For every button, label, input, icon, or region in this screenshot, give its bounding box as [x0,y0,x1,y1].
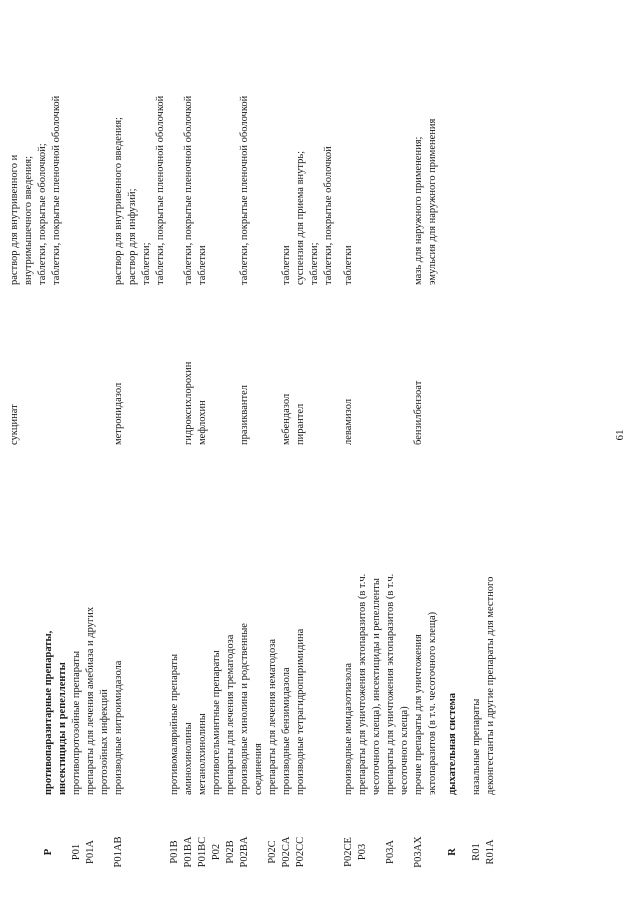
drug-name [294,305,308,445]
page-number: 61 [614,429,626,441]
group-name [196,465,210,795]
dosage-forms-line: таблетки [197,245,208,285]
group-name [356,465,384,795]
group-name-line: препараты для лечения трематодоза [225,634,236,795]
group-name-line: противомалярийные препараты [169,653,180,795]
dosage-forms-line: таблетки; [141,242,152,285]
group-name-line: соединения [253,743,264,795]
group-name-line: производные нитроимидазола [113,660,124,795]
group-name-line: прочие препараты для уничтожения [413,634,424,795]
dosage-forms [342,5,356,285]
dosage-forms-line: таблетки; [309,242,320,285]
atc-code: P02C [267,840,278,864]
group-name-line: препараты для лечения нематодоза [267,638,278,795]
group-name [112,465,126,795]
atc-code: P01BA [183,836,194,868]
group-name-line: противогельминтные препараты [211,650,222,795]
atc-code: P02 [211,843,222,861]
atc-code: P02BA [239,836,250,868]
group-name-line: препараты для уничтожения эктопаразитов (в т.ч. [357,573,368,795]
dosage-forms-line: таблетки, покрытые оболочкой; [37,143,48,285]
atc-code: P02CA [281,836,292,868]
group-name-line: дыхательная система [447,693,458,795]
drug-name [412,305,426,445]
atc-code: R01 [471,843,482,861]
group-name-line: производные хинолина и родственные [239,623,250,795]
dosage-forms-line: раствор для инфузий; [127,188,138,285]
group-name [470,465,484,795]
drug-name-line: бензилбензоат [413,380,424,445]
drug-name-line: празиквантел [239,385,250,445]
atc-code: P01BC [197,836,208,868]
drug-name-line: мебендазол [281,393,292,445]
dosage-forms [294,5,336,285]
group-name [484,465,498,795]
atc-code: R01A [485,839,496,865]
group-name [224,465,238,795]
dosage-forms-line: таблетки [281,245,292,285]
drug-name [238,305,252,445]
dosage-forms-line: раствор для внутривенного и [9,154,20,285]
group-name-line: производные бензимидазола [281,667,292,795]
drug-name-line: мефлохин [197,400,208,445]
group-name-line: препараты для уничтожения эктопаразитов (в т.ч. [385,573,396,795]
group-name-line: инсектициды и репелленты [57,662,68,795]
drug-name [112,305,126,445]
group-name-line: метанолхинолины [197,713,208,795]
drug-name [342,305,356,445]
dosage-forms-line: таблетки, покрытые пленочной оболочкой [183,95,194,285]
drug-name-line: метронидазол [113,382,124,445]
group-name [168,465,182,795]
dosage-forms [182,5,196,285]
group-name [70,465,84,795]
group-name [42,465,70,795]
group-name-line: назальные препараты [471,698,482,795]
atc-code: P01B [169,840,180,864]
group-name [266,465,280,795]
atc-code: P01 [71,843,82,861]
atc-code: P02B [225,840,236,864]
group-name-line: противопаразитарные препараты, [43,630,54,795]
group-name [182,465,196,795]
group-name-line: чесоточного клеща), инсектициды и репелленты [371,578,382,795]
atc-code: P02CE [343,837,354,867]
group-name [384,465,412,795]
dosage-forms-line: таблетки, покрытые оболочкой [323,146,334,285]
group-name-line: чесоточного клеща) [399,706,410,795]
dosage-forms [412,5,440,285]
group-name-line: противопротозойные препараты [71,650,82,795]
dosage-forms [112,5,168,285]
dosage-forms-line: раствор для внутривенного введения; [113,117,124,285]
dosage-forms-line: суспензия для приема внутрь; [295,150,306,285]
atc-code: P03AX [413,836,424,868]
group-name-line: производные имидазотиазола [343,662,354,795]
group-name-line: протозойных инфекций [99,689,110,795]
dosage-forms-line: эмульсия для наружного применения [427,118,438,285]
drug-name [280,305,294,445]
dosage-forms-line: таблетки, покрытые пленочной оболочкой [239,95,250,285]
group-name [342,465,356,795]
atc-code: R [447,848,458,856]
drug-name [182,305,196,445]
group-name [84,465,112,795]
drug-name-line: пирантел [295,403,306,445]
group-name [294,465,308,795]
dosage-forms-line: таблетки [343,245,354,285]
dosage-forms-line: таблетки, покрытые пленочной оболочкой [51,95,62,285]
drug-name-line: гидроксихлорохин [183,361,194,445]
dosage-forms-line: мазь для наружного применения; [413,136,424,285]
group-name [238,465,266,795]
group-name [446,465,460,795]
group-name-line: аминохинолины [183,722,194,795]
group-name [412,465,440,795]
dosage-forms [8,5,64,285]
atc-code: P01A [85,840,96,864]
dosage-forms [196,5,210,285]
group-name-line: эктопаразитов (в т.ч. чесоточного клеща) [427,611,438,795]
group-name-line: деконгестанты и другие препараты для местного [485,576,496,795]
group-name-line: производные тетрагидропиримидина [295,628,306,795]
dosage-forms-line: внутримышечного введения; [23,155,34,285]
drug-name-line: левамизол [343,398,354,445]
atc-code: P03 [357,843,368,861]
drug-name-line: сукцинат [9,404,20,445]
atc-code: P03A [385,840,396,864]
atc-code: P [43,848,54,856]
drug-name [8,305,22,445]
dosage-forms [238,5,252,285]
group-name-line: препараты для лечения амебиаза и других [85,606,96,795]
dosage-forms-line: таблетки, покрытые пленочной оболочкой [155,95,166,285]
group-name [280,465,294,795]
atc-code: P01AB [113,836,124,868]
dosage-forms [280,5,294,285]
atc-code: P02CC [295,836,306,868]
drug-name [196,305,210,445]
group-name [210,465,224,795]
